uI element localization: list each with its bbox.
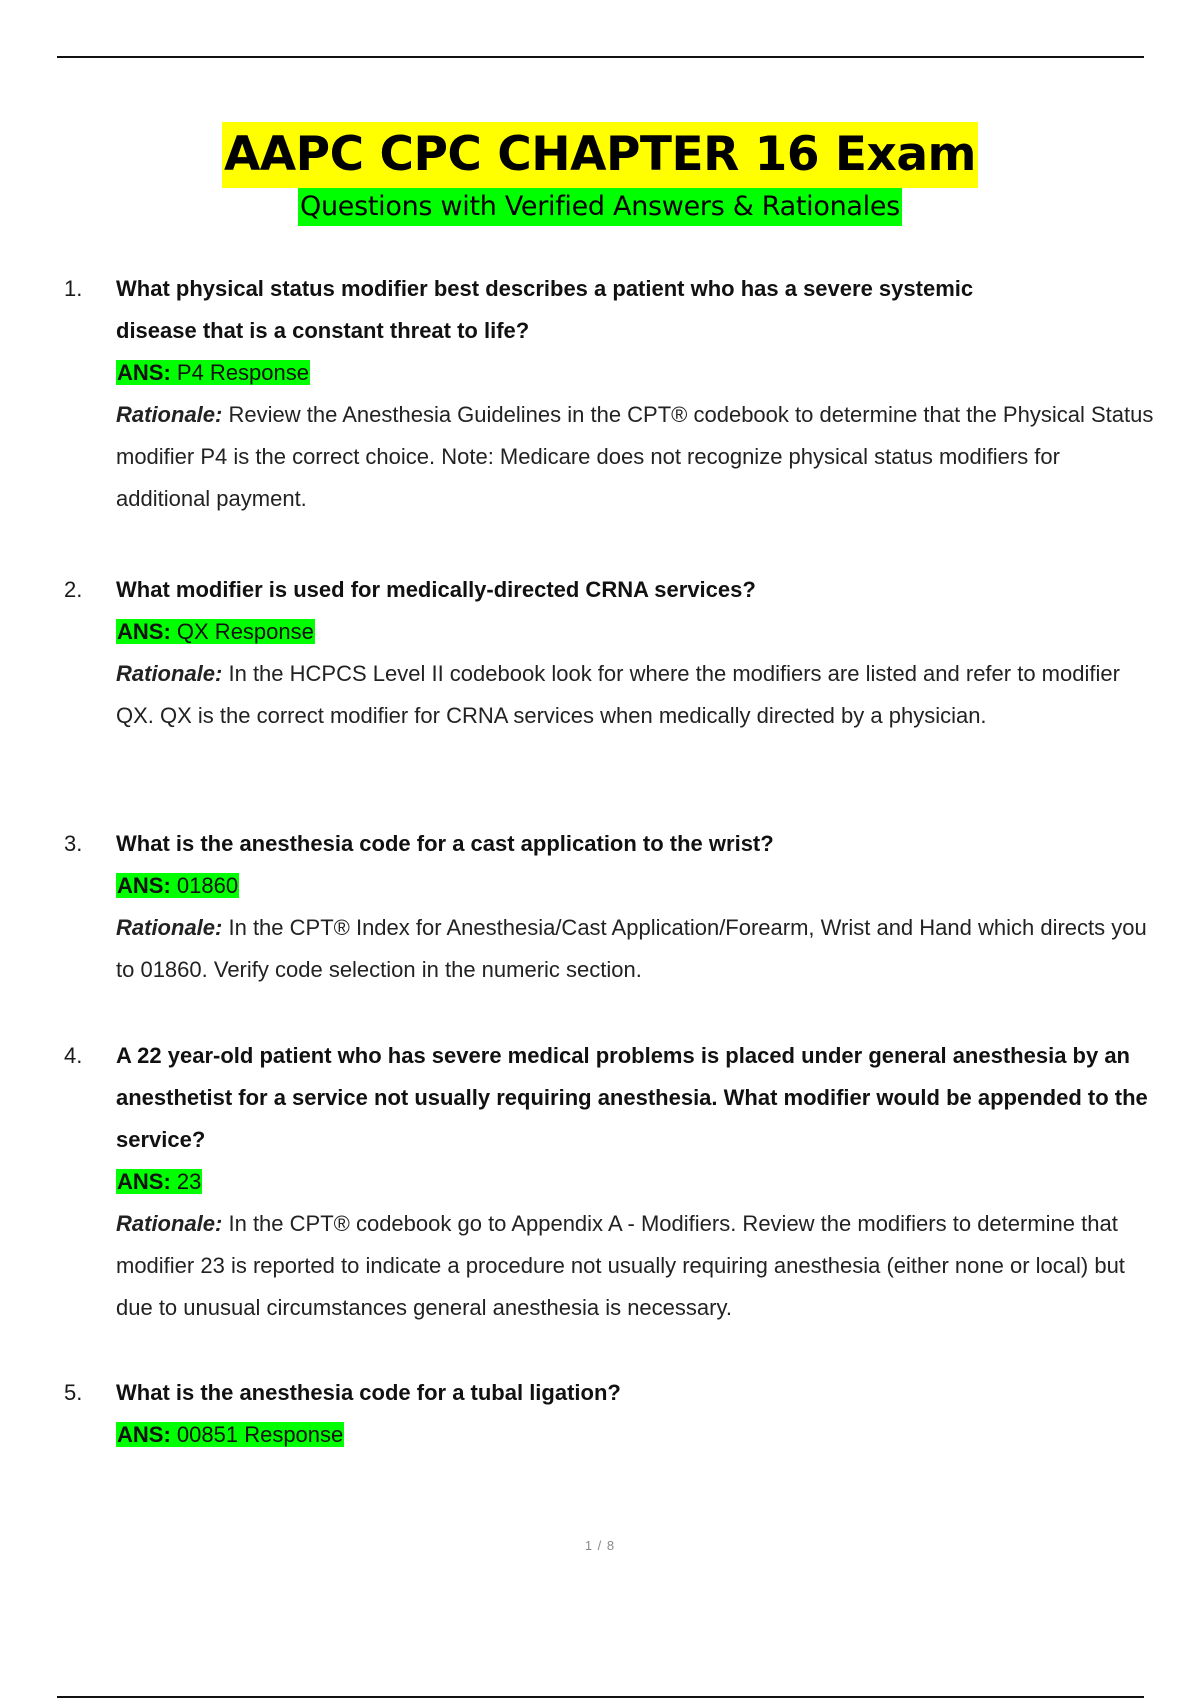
- rationale: [116, 1203, 1156, 1329]
- answer-label: ANS:: [117, 1169, 171, 1194]
- answer-highlight: [116, 619, 315, 644]
- answer-value: 23: [176, 1169, 202, 1194]
- page-number: 1 / 8: [584, 1538, 616, 1553]
- answer-label: ANS:: [117, 873, 171, 898]
- answer-label: ANS:: [117, 619, 171, 644]
- question-number: 4.: [64, 1043, 83, 1068]
- question-text: A 22 year-old patient who has severe medical problems is placed under general anesthesia by an anesthetist for a service not usually requiring anesthesia. What modifier would be appended to the service?: [116, 1043, 1148, 1152]
- answer-highlight: [116, 873, 239, 898]
- question-number: 3.: [64, 831, 83, 856]
- rationale-label: Rationale:: [116, 915, 223, 940]
- rationale: [116, 653, 1156, 737]
- rationale-text: In the CPT® codebook go to Appendix A - Modifiers. Review the modifiers to determine that modifier 23 is reported to indicate a procedure not usually requiring anesthesia (either none or local) but due to unusual circumstances general anesthesia is necessary.: [116, 1211, 1125, 1320]
- rationale: [116, 394, 1156, 520]
- question-number: 1.: [64, 276, 83, 301]
- question-text: What is the anesthesia code for a tubal ligation?: [116, 1380, 621, 1405]
- top-divider: [57, 56, 1144, 58]
- question-number: 5.: [64, 1380, 83, 1405]
- rationale-label: Rationale:: [116, 402, 223, 427]
- rationale-text: In the CPT® Index for Anesthesia/Cast Application/Forearm, Wrist and Hand which directs you to 01860. Verify code selection in the numeric section.: [116, 915, 1147, 982]
- answer-value: 00851 Response: [176, 1422, 344, 1447]
- rationale-text: Review the Anesthesia Guidelines in the CPT® codebook to determine that the Physical Status modifier P4 is the correct choice. Note: Medicare does not recognize physical status modifiers for additional payment.: [116, 402, 1154, 511]
- answer-highlight: [116, 1422, 344, 1447]
- bottom-divider: [57, 1696, 1144, 1698]
- answer-label: ANS:: [117, 360, 171, 385]
- answer-highlight: [116, 360, 310, 385]
- question-number: 2.: [64, 577, 83, 602]
- answer-value: QX Response: [176, 619, 314, 644]
- answer-label: ANS:: [117, 1422, 171, 1447]
- document-subtitle: Questions with Verified Answers & Rationales: [298, 188, 902, 226]
- title-block: [0, 122, 1200, 226]
- rationale: [116, 907, 1156, 991]
- rationale-label: Rationale:: [116, 1211, 223, 1236]
- answer-value: P4 Response: [176, 360, 309, 385]
- question-text: What physical status modifier best describes a patient who has a severe systemic disease that is a constant threat to life?: [116, 276, 974, 343]
- rationale-text: In the HCPCS Level II codebook look for where the modifiers are listed and refer to modifier QX. QX is the correct modifier for CRNA services when medically directed by a physician.: [116, 661, 1120, 728]
- rationale-label: Rationale:: [116, 661, 223, 686]
- question-text: What modifier is used for medically-directed CRNA services?: [116, 577, 756, 602]
- question-text: What is the anesthesia code for a cast application to the wrist?: [116, 831, 774, 856]
- answer-highlight: [116, 1169, 202, 1194]
- document-title: AAPC CPC CHAPTER 16 Exam: [222, 122, 978, 188]
- answer-value: 01860: [176, 873, 239, 898]
